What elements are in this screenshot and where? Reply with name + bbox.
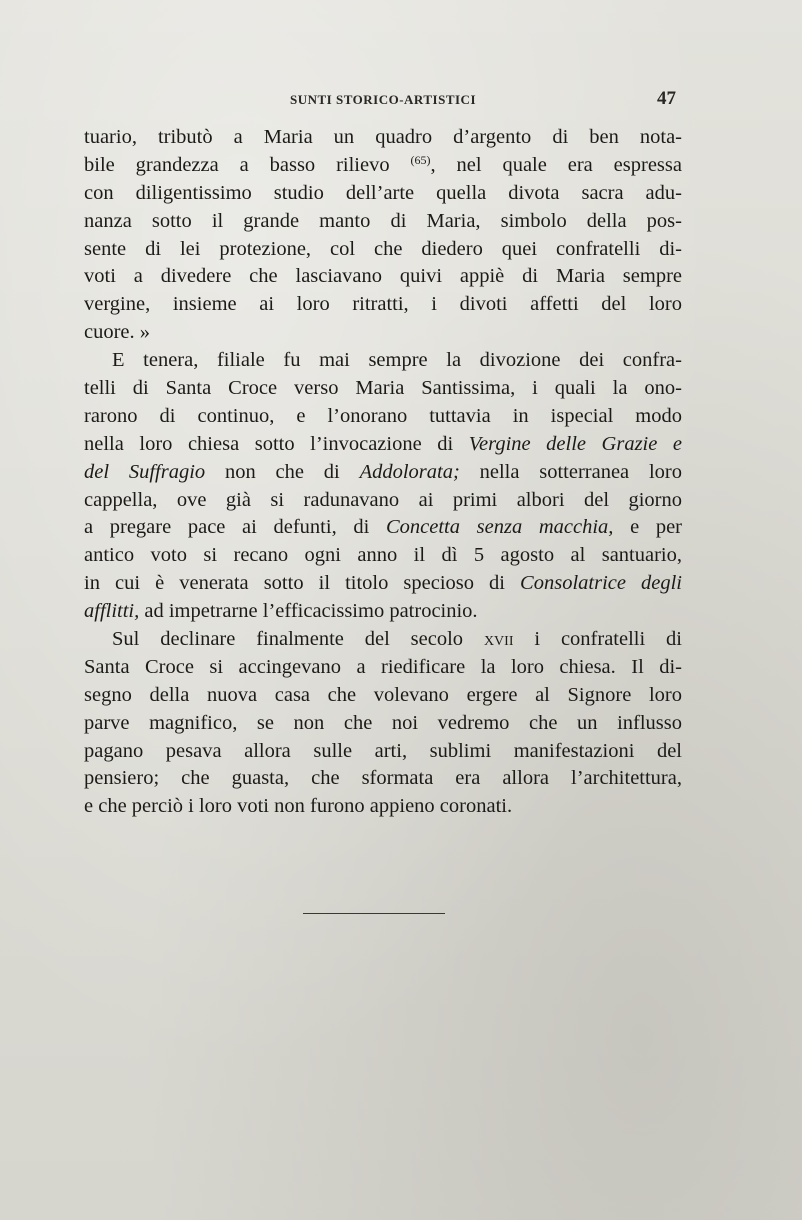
text-line: voti a divedere che lasciavano quivi appiè di Maria sempre — [84, 265, 682, 288]
paragraph-start-line: E tenera, filiale fu mai sempre la divozione dei confra- — [112, 349, 682, 372]
text-span: nella loro chiesa sotto l’invocazione di — [84, 432, 469, 455]
page-number: 47 — [657, 88, 676, 109]
text-line: con diligentissimo studio dell’arte quella divota sacra adu- — [84, 181, 682, 204]
text-line — [84, 152, 682, 180]
italic-span: Vergine delle Grazie e — [468, 432, 682, 455]
text-line: cappella, ove già si radunavano ai primi albori del giorno — [84, 488, 682, 511]
text-line: nanza sotto il grande manto di Maria, simbolo della pos- — [84, 209, 682, 232]
text-line: e che perciò i loro voti non furono appieno coronati. — [84, 795, 513, 818]
text-span: in cui è venerata sotto il titolo specioso di — [84, 572, 521, 595]
footnote-reference: (65) — [410, 152, 431, 167]
text-line — [84, 459, 682, 487]
text-line: segno della nuova casa che volevano ergere al Signore loro — [84, 683, 682, 706]
text-line: rarono di continuo, e l’onorano tuttavia in ispecial modo — [84, 404, 682, 427]
text-line — [84, 514, 682, 542]
footnote-divider — [303, 913, 445, 914]
text-span: a pregare pace ai defunti, di — [84, 516, 386, 539]
text-span: e per — [613, 516, 683, 539]
text-line: tuario, tributò a Maria un quadro d’argento di ben nota- — [84, 126, 682, 148]
text-line: Santa Croce si accingevano a riedificare la loro chiesa. Il di- — [84, 655, 682, 678]
text-line: telli di Santa Croce verso Maria Santissima, i quali la ono- — [84, 377, 682, 400]
text-span: nella sotterranea loro — [459, 460, 682, 483]
italic-span: afflitti, — [84, 600, 140, 623]
text-span: non che di — [205, 460, 360, 483]
text-line: sente di lei protezione, col che diedero quei confratelli di- — [84, 237, 682, 260]
text-line: vergine, insieme ai loro ritratti, i divoti affetti del loro — [84, 293, 682, 316]
text-span: i confratelli di — [513, 628, 683, 651]
text-span: bile grandezza a basso rilievo — [84, 153, 411, 176]
roman-numeral: xvii — [483, 628, 514, 651]
text-line: pensiero; che guasta, che sformata era allora l’architettura, — [84, 767, 682, 790]
paragraph-start-line — [84, 626, 682, 654]
text-line: antico voto si recano ogni anno il dì 5 agosto al santuario, — [84, 544, 682, 567]
text-span: Sul declinare finalmente del secolo — [112, 628, 484, 651]
text-line — [84, 598, 682, 626]
italic-span: Addolorata; — [359, 460, 460, 483]
text-span: ad impetrarne l’efficacissimo patrocinio. — [139, 600, 478, 623]
italic-span: Consolatrice degli — [520, 572, 683, 595]
text-line — [84, 570, 682, 598]
text-line: parve magnifico, se non che noi vedremo che un influsso — [84, 711, 682, 734]
text-line — [84, 431, 682, 459]
text-line: cuore. » — [84, 321, 151, 344]
italic-span: Concetta senza macchia, — [385, 516, 614, 539]
text-line: pagano pesava allora sulle arti, sublimi manifestazioni del — [84, 739, 682, 762]
running-title: SUNTI STORICO-ARTISTICI — [290, 92, 476, 107]
running-head — [84, 88, 682, 112]
italic-span: del Suffragio — [84, 460, 206, 483]
text-span: , nel quale era espressa — [430, 153, 682, 176]
body-text — [84, 124, 682, 821]
